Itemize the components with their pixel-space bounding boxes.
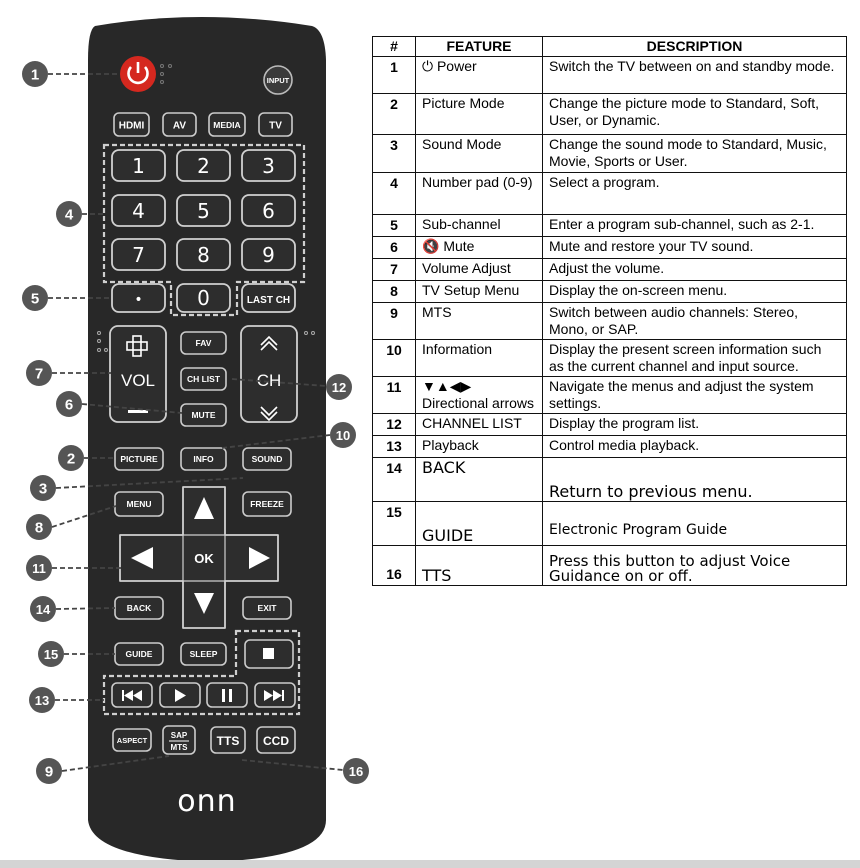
callout-11-label: 11 (32, 561, 46, 576)
digit-6-label: 6 (262, 199, 275, 223)
row-feature: ▼▲◀▶ Directional arrows (416, 377, 543, 414)
table-row (373, 94, 847, 135)
row-feature: CHANNEL LIST (416, 414, 543, 436)
callout-6-label: 6 (64, 396, 74, 414)
row-description: Display the program list. (543, 414, 847, 436)
av-label: AV (172, 120, 187, 132)
row-number: 9 (373, 303, 416, 340)
table-row (373, 57, 847, 94)
row-number: 16 (373, 546, 416, 586)
row-feature: Information (416, 340, 543, 377)
row-description: Control media playback. (543, 436, 847, 458)
row-feature: Playback (416, 436, 543, 458)
back-label: BACK (126, 603, 152, 613)
media-label: MEDIA (213, 120, 241, 130)
row-number: 8 (373, 281, 416, 303)
tts-label: TTS (216, 734, 240, 748)
info-label: INFO (193, 454, 214, 464)
row-description: Return to previous menu. (543, 458, 847, 502)
callout-8-label: 8 (34, 519, 44, 537)
table-row (373, 259, 847, 281)
row-description: Enter a program sub-channel, such as 2-1. (543, 215, 847, 237)
row-number: 15 (373, 502, 416, 546)
row-description: Press this button to adjust Voice Guidance on or off. (543, 546, 847, 586)
digit-8-label: 8 (197, 243, 210, 267)
row-feature: ⏻ Power (416, 57, 543, 94)
table-row (373, 303, 847, 340)
digit-9-label: 9 (262, 243, 275, 267)
row-number: 11 (373, 377, 416, 414)
sleep-label: SLEEP (189, 649, 218, 659)
pause-button[interactable] (207, 683, 247, 707)
row-number: 12 (373, 414, 416, 436)
row-feature: Sound Mode (416, 135, 543, 173)
row-feature: MTS (416, 303, 543, 340)
table-row (373, 135, 847, 173)
row-description: Change the sound mode to Standard, Music, Movie, Sports or User. (543, 135, 847, 173)
callout-5-label: 5 (30, 290, 40, 308)
row-feature: GUIDE (416, 502, 543, 546)
row-number: 3 (373, 135, 416, 173)
row-feature: BACK (416, 458, 543, 502)
row-description: Navigate the menus and adjust the system settings. (543, 377, 847, 414)
table-row (373, 377, 847, 414)
table-row (373, 237, 847, 259)
table-row (373, 546, 847, 586)
mute-label: MUTE (191, 410, 216, 420)
ch-list-label: CH LIST (186, 374, 221, 384)
table-row (373, 340, 847, 377)
brand-logo: onn (177, 784, 237, 819)
row-feature: 🔇 Mute (416, 237, 543, 259)
table-row (373, 458, 847, 502)
row-feature: Volume Adjust (416, 259, 543, 281)
minus-icon (128, 410, 148, 413)
row-description: Switch between audio channels: Stereo, Mono, or SAP. (543, 303, 847, 340)
freeze-label: FREEZE (250, 499, 284, 509)
table-row (373, 173, 847, 215)
callout-4-label: 4 (64, 206, 74, 224)
callout-16-label: 16 (348, 764, 364, 779)
row-number: 4 (373, 173, 416, 215)
header-number: # (373, 37, 416, 57)
vol-label: VOL (120, 371, 156, 390)
input-label: INPUT (266, 76, 290, 85)
header-feature: FEATURE (416, 37, 543, 57)
row-feature: Picture Mode (416, 94, 543, 135)
row-description: Electronic Program Guide (543, 502, 847, 546)
ok-button[interactable]: OK (194, 551, 214, 566)
row-number: 5 (373, 215, 416, 237)
row-description: Display the present screen information such as the current channel and input source. (543, 340, 847, 377)
table-row (373, 502, 847, 546)
row-number: 2 (373, 94, 416, 135)
callout-14-label: 14 (35, 602, 51, 617)
digit-1-label: 1 (132, 154, 145, 178)
digit-0-label: 0 (197, 286, 210, 310)
mts-label: MTS (170, 743, 188, 752)
exit-label: EXIT (257, 603, 277, 613)
row-number: 13 (373, 436, 416, 458)
hdmi-label: HDMI (118, 120, 145, 132)
power-button[interactable] (120, 56, 156, 92)
sound-label: SOUND (251, 454, 283, 464)
row-number: 6 (373, 237, 416, 259)
row-feature: TV Setup Menu (416, 281, 543, 303)
callout-13-label: 13 (34, 693, 50, 708)
ch-label: CH (256, 371, 282, 390)
row-feature: TTS (416, 546, 543, 586)
stop-icon (263, 648, 274, 659)
row-feature: Sub-channel (416, 215, 543, 237)
tv-label: TV (269, 120, 282, 132)
row-description: Change the picture mode to Standard, Soft, User, or Dynamic. (543, 94, 847, 135)
table-header-row (373, 37, 847, 57)
digit-3-label: 3 (262, 154, 275, 178)
row-number: 10 (373, 340, 416, 377)
row-description: Mute and restore your TV sound. (543, 237, 847, 259)
digit-5-label: 5 (197, 199, 210, 223)
aspect-label: ASPECT (116, 736, 148, 745)
page-bottom-edge (0, 860, 860, 868)
row-description: Switch the TV between on and standby mode. (543, 57, 847, 94)
feature-table (372, 36, 847, 586)
digit-4-label: 4 (132, 199, 145, 223)
row-feature: Number pad (0-9) (416, 173, 543, 215)
callout-15-label: 15 (43, 647, 59, 662)
row-number: 14 (373, 458, 416, 502)
callout-3-label: 3 (38, 480, 48, 498)
menu-label: MENU (126, 499, 152, 509)
last-ch-label: LAST CH (246, 295, 291, 306)
ccd-label: CCD (263, 734, 289, 748)
callout-1-label: 1 (30, 66, 40, 84)
header-description: DESCRIPTION (543, 37, 847, 57)
callout-7-label: 7 (34, 365, 44, 383)
table-row (373, 215, 847, 237)
row-number: 7 (373, 259, 416, 281)
table-row (373, 436, 847, 458)
callout-2-label: 2 (66, 450, 76, 468)
table-row (373, 281, 847, 303)
fav-label: FAV (195, 338, 212, 348)
callout-9-label: 9 (44, 763, 54, 781)
row-number: 1 (373, 57, 416, 94)
guide-label: GUIDE (125, 649, 153, 659)
dot-label: • (134, 292, 143, 308)
digit-7-label: 7 (132, 243, 145, 267)
row-description: Display the on-screen menu. (543, 281, 847, 303)
sap-label: SAP (170, 731, 188, 740)
row-description: Adjust the volume. (543, 259, 847, 281)
row-description: Select a program. (543, 173, 847, 215)
callout-12-label: 12 (331, 380, 347, 395)
table-row (373, 414, 847, 436)
callout-10-label: 10 (335, 428, 351, 443)
digit-2-label: 2 (197, 154, 210, 178)
picture-label: PICTURE (120, 454, 158, 464)
